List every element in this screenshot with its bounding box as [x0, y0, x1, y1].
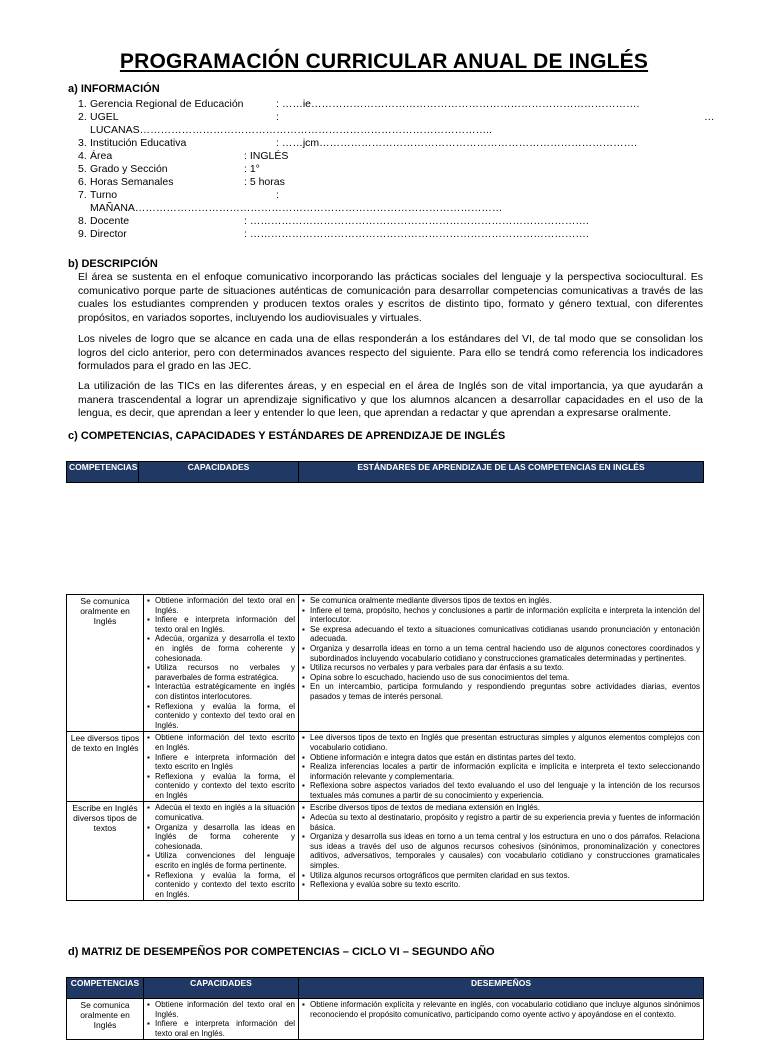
capacidades-cell	[144, 999, 299, 1040]
desempenos-cell	[299, 999, 704, 1040]
estandares-cell	[299, 802, 704, 901]
list-item: ▪ Reflexiona y evalúa sobre su texto escrito.	[302, 880, 700, 890]
list-item: ▪ Adecúa el texto en inglés a la situación comunicativa.	[147, 803, 295, 822]
header-desempenos: DESEMPEÑOS	[299, 978, 704, 999]
list-item: ▪ Obtiene información explícita y relevante en inglés, con vocabulario cotidiano que incluye algunos sinónimos reconociendo el propósito comunicativo, participando como oyente activo y apoyándose en el contexto.	[302, 1000, 700, 1019]
estandares-cell	[299, 732, 704, 802]
list-item: ▪ Se comunica oralmente mediante diversos tipos de textos en inglés.	[302, 596, 700, 606]
list-item: ▪ Organiza y desarrolla sus ideas en torno a un tema central y los estructura en uno o dos párrafos. Relaciona sus ideas a través del uso de algunos recursos cohesivos (sinónimos, pronominalización y conectores aditivos, adversativos, temporales y causales) con vocabulario cotidiano y construcciones gramaticales simples.	[302, 832, 700, 870]
competencias-header-table	[66, 461, 704, 483]
info-row: 1. Gerencia Regional de Educación : ……ie………………………………………………………………………………….	[78, 98, 640, 110]
list-item: ▪ Adecúa, organiza y desarrolla el texto en inglés de forma coherente y cohesionada.	[147, 634, 295, 663]
page-title: PROGRAMACIÓN CURRICULAR ANUAL DE INGLÉS	[119, 50, 649, 73]
list-item: ▪ Reflexiona y evalúa la forma, el contenido y contexto del texto oral en Inglés.	[147, 702, 295, 731]
table-row	[67, 999, 704, 1040]
info-row: 5. Grado y Sección : 1°	[78, 163, 260, 175]
competencia-cell: Escribe en Inglés diversos tipos de textos	[67, 802, 144, 901]
capacidades-cell	[144, 802, 299, 901]
info-row: 3. Institución Educativa : ……jcm……………………………………………………………………………….	[78, 137, 638, 149]
info-row: LUCANAS………………………………………………………………………………………..	[90, 124, 492, 136]
list-item: ▪ Interactúa estratégicamente en inglés con distintos interlocutores.	[147, 682, 295, 701]
capacidades-cell	[144, 732, 299, 802]
info-row: 8. Docente : …………………………………………………………………………………….	[78, 215, 589, 227]
list-item: ▪ Reflexiona y evalúa la forma, el contenido y contexto del texto escrito en Inglés	[147, 772, 295, 801]
list-item: ▪ Obtiene información del texto escrito en Inglés.	[147, 733, 295, 752]
list-item: ▪ Infiere e interpreta información del texto escrito en Inglés	[147, 753, 295, 772]
capacidades-cell	[144, 595, 299, 732]
list-item: ▪ Obtiene información del texto oral en Inglés.	[147, 1000, 295, 1019]
list-item: ▪ Reflexiona y evalúa la forma, el contenido y contexto del texto escrito en Inglés.	[147, 871, 295, 900]
list-item: ▪ Opina sobre lo escuchado, haciendo uso de sus conocimientos del tema.	[302, 673, 700, 683]
info-list	[78, 98, 718, 241]
list-item: ▪ En un intercambio, participa formulando y respondiendo preguntas sobre actividades diarias, eventos pasados y temas de interés personal.	[302, 682, 700, 701]
section-c-heading: c) COMPETENCIAS, CAPACIDADES Y ESTÁNDARES DE APRENDIZAJE DE INGLÉS	[68, 430, 506, 442]
header-estandares: ESTÁNDARES DE APRENDIZAJE DE LAS COMPETENCIAS EN INGLÉS	[299, 462, 704, 483]
list-item: ▪ Reflexiona sobre aspectos variados del texto evaluando el uso del lenguaje y la intención de los recursos textuales más comunes a partir de su conocimiento y experiencia.	[302, 781, 700, 800]
competencia-cell: Se comunica oralmente en Inglés	[67, 999, 144, 1040]
list-item: ▪ Realiza inferencias locales a partir de información explícita e implícita e interpreta el texto seleccionando información relevante y complementaria.	[302, 762, 700, 781]
list-item: ▪ Infiere el tema, propósito, hechos y conclusiones a partir de información explícita e interpreta la intención del interlocutor.	[302, 606, 700, 625]
section-a-heading: a) INFORMACIÓN	[68, 83, 160, 95]
table-row	[67, 802, 704, 901]
list-item: ▪ Utiliza convenciones del lenguaje escrito en inglés de forma pertinente.	[147, 851, 295, 870]
list-item: ▪ Organiza y desarrolla ideas en torno a un tema central haciendo uso de algunos conectores coordinados y subordinados incluyendo vocabulario cotidiano y construcciones gramaticales determinadas y pertinentes.	[302, 644, 700, 663]
header-competencias: COMPETENCIAS	[67, 462, 139, 483]
header-capacidades: CAPACIDADES	[144, 978, 299, 999]
header-capacidades: CAPACIDADES	[139, 462, 299, 483]
list-item: ▪ Se expresa adecuando el texto a situaciones comunicativas cotidianas usando pronunciación y entonación adecuada.	[302, 625, 700, 644]
description-paragraph: El área se sustenta en el enfoque comunicativo incorporando las prácticas sociales del lenguaje y la perspectiva sociocultural. Es comunicativo porque parte de situaciones auténticas de comunicación para desarrollar competencias comunicativas a través de las cuales los estudiantes comprenden y producen textos orales y escritos de distinto tipo, formato y género textual, con diferentes propósitos, en variados soportes, incluyendo los audiovisuales y virtuales.	[78, 271, 703, 324]
info-row: MAÑANA……………………………………………………………………………………………	[90, 202, 503, 214]
info-row: 6. Horas Semanales : 5 horas	[78, 176, 285, 188]
list-item: ▪ Organiza y desarrolla las ideas en Inglés de forma coherente y cohesionada.	[147, 823, 295, 852]
competencia-cell: Lee diversos tipos de texto en Inglés	[67, 732, 144, 802]
section-b-heading: b) DESCRIPCIÓN	[68, 258, 158, 270]
list-item: ▪ Obtiene información del texto oral en Inglés.	[147, 596, 295, 615]
list-item: ▪ Utiliza recursos no verbales y para verbales para dar énfasis a su texto.	[302, 663, 700, 673]
list-item: ▪ Adecúa su texto al destinatario, propósito y registro a partir de su experiencia previa y fuentes de información básica.	[302, 813, 700, 832]
table-row	[67, 595, 704, 732]
list-item: ▪ Infiere e interpreta información del texto oral en Inglés.	[147, 1019, 295, 1038]
estandares-cell	[299, 595, 704, 732]
description-paragraph: La utilización de las TICs en las diferentes áreas, y en especial en el área de Inglés son de vital importancia, ya que ayudarán a manera trascendental a lograr un aprendizaje significativo y que los alumnos alcancen a desarrollar capacidades en el uso de la lengua, es decir, que aprendan a leer y entender lo que leen, que aprendan a redactar y que aprendan a expresarse oralmente.	[78, 380, 703, 419]
header-competencias: COMPETENCIAS	[67, 978, 144, 999]
list-item: ▪ Escribe diversos tipos de textos de mediana extensión en Inglés.	[302, 803, 700, 813]
list-item: ▪ Infiere e interpreta información del texto oral en Inglés.	[147, 615, 295, 634]
table-row	[67, 732, 704, 802]
info-row: 7. Turno :	[78, 189, 279, 201]
list-item: ▪ Utiliza recursos no verbales y paraverbales de forma estratégica.	[147, 663, 295, 682]
competencia-cell: Se comunica oralmente en Inglés	[67, 595, 144, 732]
desempenos-table	[66, 977, 704, 1040]
info-row: 4. Área : INGLÉS	[78, 150, 289, 162]
info-row: 2. UGEL : …	[78, 111, 715, 123]
list-item: ▪ Utiliza algunos recursos ortográficos que permiten claridad en sus textos.	[302, 871, 700, 881]
description-paragraph: Los niveles de logro que se alcance en cada una de ellas responderán a los estándares del VI, de tal modo que se consolidan los logros del ciclo anterior, pero con determinados avances respecto del siguiente. Para ello se tendrá como referencia los indicadores formulados para el grado en las JEC.	[78, 333, 703, 372]
list-item: ▪ Obtiene información e integra datos que están en distintas partes del texto.	[302, 753, 700, 763]
section-d-heading: d) MATRIZ DE DESEMPEÑOS POR COMPETENCIAS – CICLO VI – SEGUNDO AÑO	[68, 946, 495, 958]
info-row: 9. Director : …………………………………………………………………………………….	[78, 228, 589, 240]
competencias-table	[66, 594, 704, 901]
list-item: ▪ Lee diversos tipos de texto en Inglés que presentan estructuras simples y algunos elementos complejos con vocabulario cotidiano.	[302, 733, 700, 752]
